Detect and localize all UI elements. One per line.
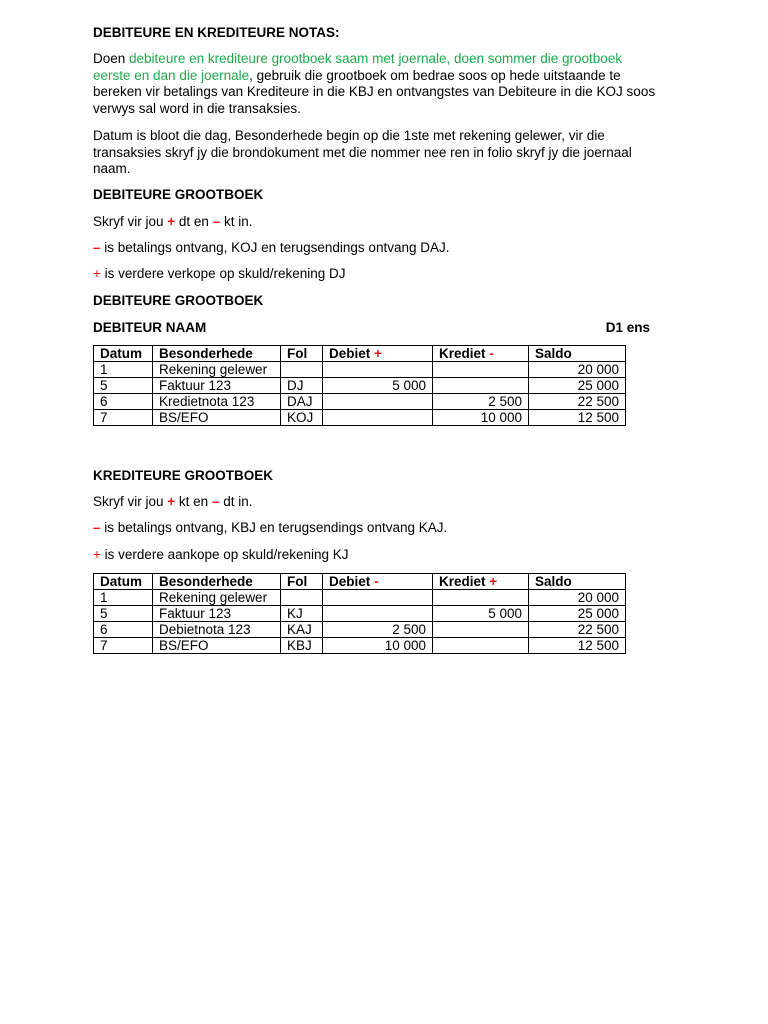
cell-debiet xyxy=(323,410,433,426)
col-besonderhede: Besonderhede xyxy=(153,346,281,362)
cell-datum: 1 xyxy=(94,362,153,378)
creditors-rule-2 xyxy=(93,520,447,537)
col-datum: Datum xyxy=(94,574,153,590)
table-row xyxy=(94,590,626,606)
cell-debiet xyxy=(323,590,433,606)
plus-sign: + xyxy=(167,214,176,229)
cell-krediet xyxy=(433,378,529,394)
account-number: D1 ens xyxy=(605,320,650,335)
cell-datum: 5 xyxy=(94,606,153,622)
rule-text: kt en xyxy=(175,494,212,509)
cell-besonderhede: Rekening gelewer xyxy=(153,590,281,606)
cell-besonderhede: BS/EFO xyxy=(153,410,281,426)
cell-fol: DJ xyxy=(281,378,323,394)
cell-fol: DAJ xyxy=(281,394,323,410)
rule-text: Skryf vir jou xyxy=(93,214,168,229)
account-header xyxy=(93,320,650,336)
col-label: Debiet xyxy=(329,574,371,589)
minus-sign: – xyxy=(212,214,221,229)
cell-besonderhede: Rekening gelewer xyxy=(153,362,281,378)
cell-datum: 5 xyxy=(94,378,153,394)
cell-debiet: 2 500 xyxy=(323,622,433,638)
cell-krediet: 10 000 xyxy=(433,410,529,426)
cell-debiet: 10 000 xyxy=(323,638,433,654)
cell-krediet xyxy=(433,362,529,378)
cell-saldo: 25 000 xyxy=(529,378,626,394)
cell-krediet xyxy=(433,622,529,638)
creditors-rule-3 xyxy=(93,547,349,564)
table-header-row xyxy=(94,346,626,362)
debtors-rule-1 xyxy=(93,214,252,231)
col-besonderhede: Besonderhede xyxy=(153,574,281,590)
cell-krediet xyxy=(433,590,529,606)
debtors-rule-2 xyxy=(93,240,449,257)
table-row xyxy=(94,410,626,426)
cell-besonderhede: Faktuur 123 xyxy=(153,606,281,622)
col-debiet xyxy=(323,574,433,590)
cell-fol: KOJ xyxy=(281,410,323,426)
account-name: DEBITEUR NAAM xyxy=(93,320,207,335)
cell-besonderhede: BS/EFO xyxy=(153,638,281,654)
cell-datum: 7 xyxy=(94,638,153,654)
table-row xyxy=(94,606,626,622)
sign: - xyxy=(489,346,494,361)
cell-debiet xyxy=(323,606,433,622)
rule-text: is verdere verkope op skuld/rekening DJ xyxy=(100,266,346,281)
cell-fol xyxy=(281,590,323,606)
cell-saldo: 12 500 xyxy=(529,638,626,654)
cell-debiet xyxy=(323,362,433,378)
col-krediet xyxy=(433,574,529,590)
cell-saldo: 22 500 xyxy=(529,394,626,410)
cell-fol: KBJ xyxy=(281,638,323,654)
cell-datum: 7 xyxy=(94,410,153,426)
debtors-heading: DEBITEURE GROOTBOEK xyxy=(93,187,264,202)
col-krediet xyxy=(433,346,529,362)
cell-fol: KAJ xyxy=(281,622,323,638)
debtors-heading-2: DEBITEURE GROOTBOEK xyxy=(93,293,264,308)
cell-datum: 6 xyxy=(94,394,153,410)
sign: - xyxy=(374,574,379,589)
rule-text: dt en xyxy=(175,214,213,229)
rule-text: is verdere aankope op skuld/rekening KJ xyxy=(100,547,349,562)
col-label: Krediet xyxy=(439,574,486,589)
cell-saldo: 12 500 xyxy=(529,410,626,426)
rule-text: kt in. xyxy=(220,214,253,229)
cell-saldo: 25 000 xyxy=(529,606,626,622)
rule-text: Skryf vir jou xyxy=(93,494,168,509)
table-row xyxy=(94,378,626,394)
creditors-ledger-table xyxy=(93,573,626,654)
col-debiet xyxy=(323,346,433,362)
col-saldo: Saldo xyxy=(529,574,626,590)
plus-sign: + xyxy=(93,547,101,562)
minus-sign: – xyxy=(93,520,101,535)
rule-text: dt in. xyxy=(219,494,253,509)
col-saldo: Saldo xyxy=(529,346,626,362)
cell-krediet: 5 000 xyxy=(433,606,529,622)
sign: + xyxy=(489,574,498,589)
col-label: Debiet xyxy=(329,346,371,361)
col-fol: Fol xyxy=(281,574,323,590)
intro-p1-prefix: Doen xyxy=(93,51,130,66)
minus-sign: – xyxy=(93,240,101,255)
minus-sign: – xyxy=(211,494,220,509)
plus-sign: + xyxy=(167,494,176,509)
table-row xyxy=(94,622,626,638)
rule-text: is betalings ontvang, KOJ en terugsendings ontvang DAJ. xyxy=(100,240,450,255)
intro-paragraph-2: Datum is bloot die dag, Besonderhede begin op die 1ste met rekening gelewer, vir die transaksies skryf jy die brondokument met die nommer nee ren in folio skryf jy die joernaal naam. xyxy=(93,128,632,176)
col-label: Krediet xyxy=(439,346,486,361)
creditors-heading: KREDITEURE GROOTBOEK xyxy=(93,468,274,483)
col-fol: Fol xyxy=(281,346,323,362)
table-row xyxy=(94,638,626,654)
col-datum: Datum xyxy=(94,346,153,362)
cell-saldo: 22 500 xyxy=(529,622,626,638)
table-row xyxy=(94,394,626,410)
creditors-rule-1 xyxy=(93,494,252,511)
table-row xyxy=(94,362,626,378)
debtors-rule-3 xyxy=(93,266,346,283)
cell-besonderhede: Faktuur 123 xyxy=(153,378,281,394)
table-header-row xyxy=(94,574,626,590)
cell-krediet: 2 500 xyxy=(433,394,529,410)
debtors-ledger-table xyxy=(93,345,626,426)
intro-paragraph-1 xyxy=(93,51,663,117)
rule-text: is betalings ontvang, KBJ en terugsendings ontvang KAJ. xyxy=(100,520,448,535)
cell-debiet: 5 000 xyxy=(323,378,433,394)
cell-datum: 1 xyxy=(94,590,153,606)
cell-krediet xyxy=(433,638,529,654)
cell-fol: KJ xyxy=(281,606,323,622)
cell-besonderhede: Debietnota 123 xyxy=(153,622,281,638)
plus-sign: + xyxy=(93,266,101,281)
sign: + xyxy=(374,346,382,361)
page-title: DEBITEURE EN KREDITEURE NOTAS: xyxy=(93,25,340,40)
cell-saldo: 20 000 xyxy=(529,362,626,378)
intro-p1-rest: , gebruik die grootboek om bedrae soos op hede uitstaande te bereken vir betalings van Krediteure in die KBJ en ontvangstes van Debiteure in die KOJ soos verwys sal word in die transaksies. xyxy=(93,67,656,116)
cell-fol xyxy=(281,362,323,378)
cell-debiet xyxy=(323,394,433,410)
cell-besonderhede: Kredietnota 123 xyxy=(153,394,281,410)
cell-datum: 6 xyxy=(94,622,153,638)
cell-saldo: 20 000 xyxy=(529,590,626,606)
intro-p1-highlight: debiteure en krediteure grootboek saam met joernale, doen sommer die grootboek eerste en dan die joernale xyxy=(93,51,623,83)
